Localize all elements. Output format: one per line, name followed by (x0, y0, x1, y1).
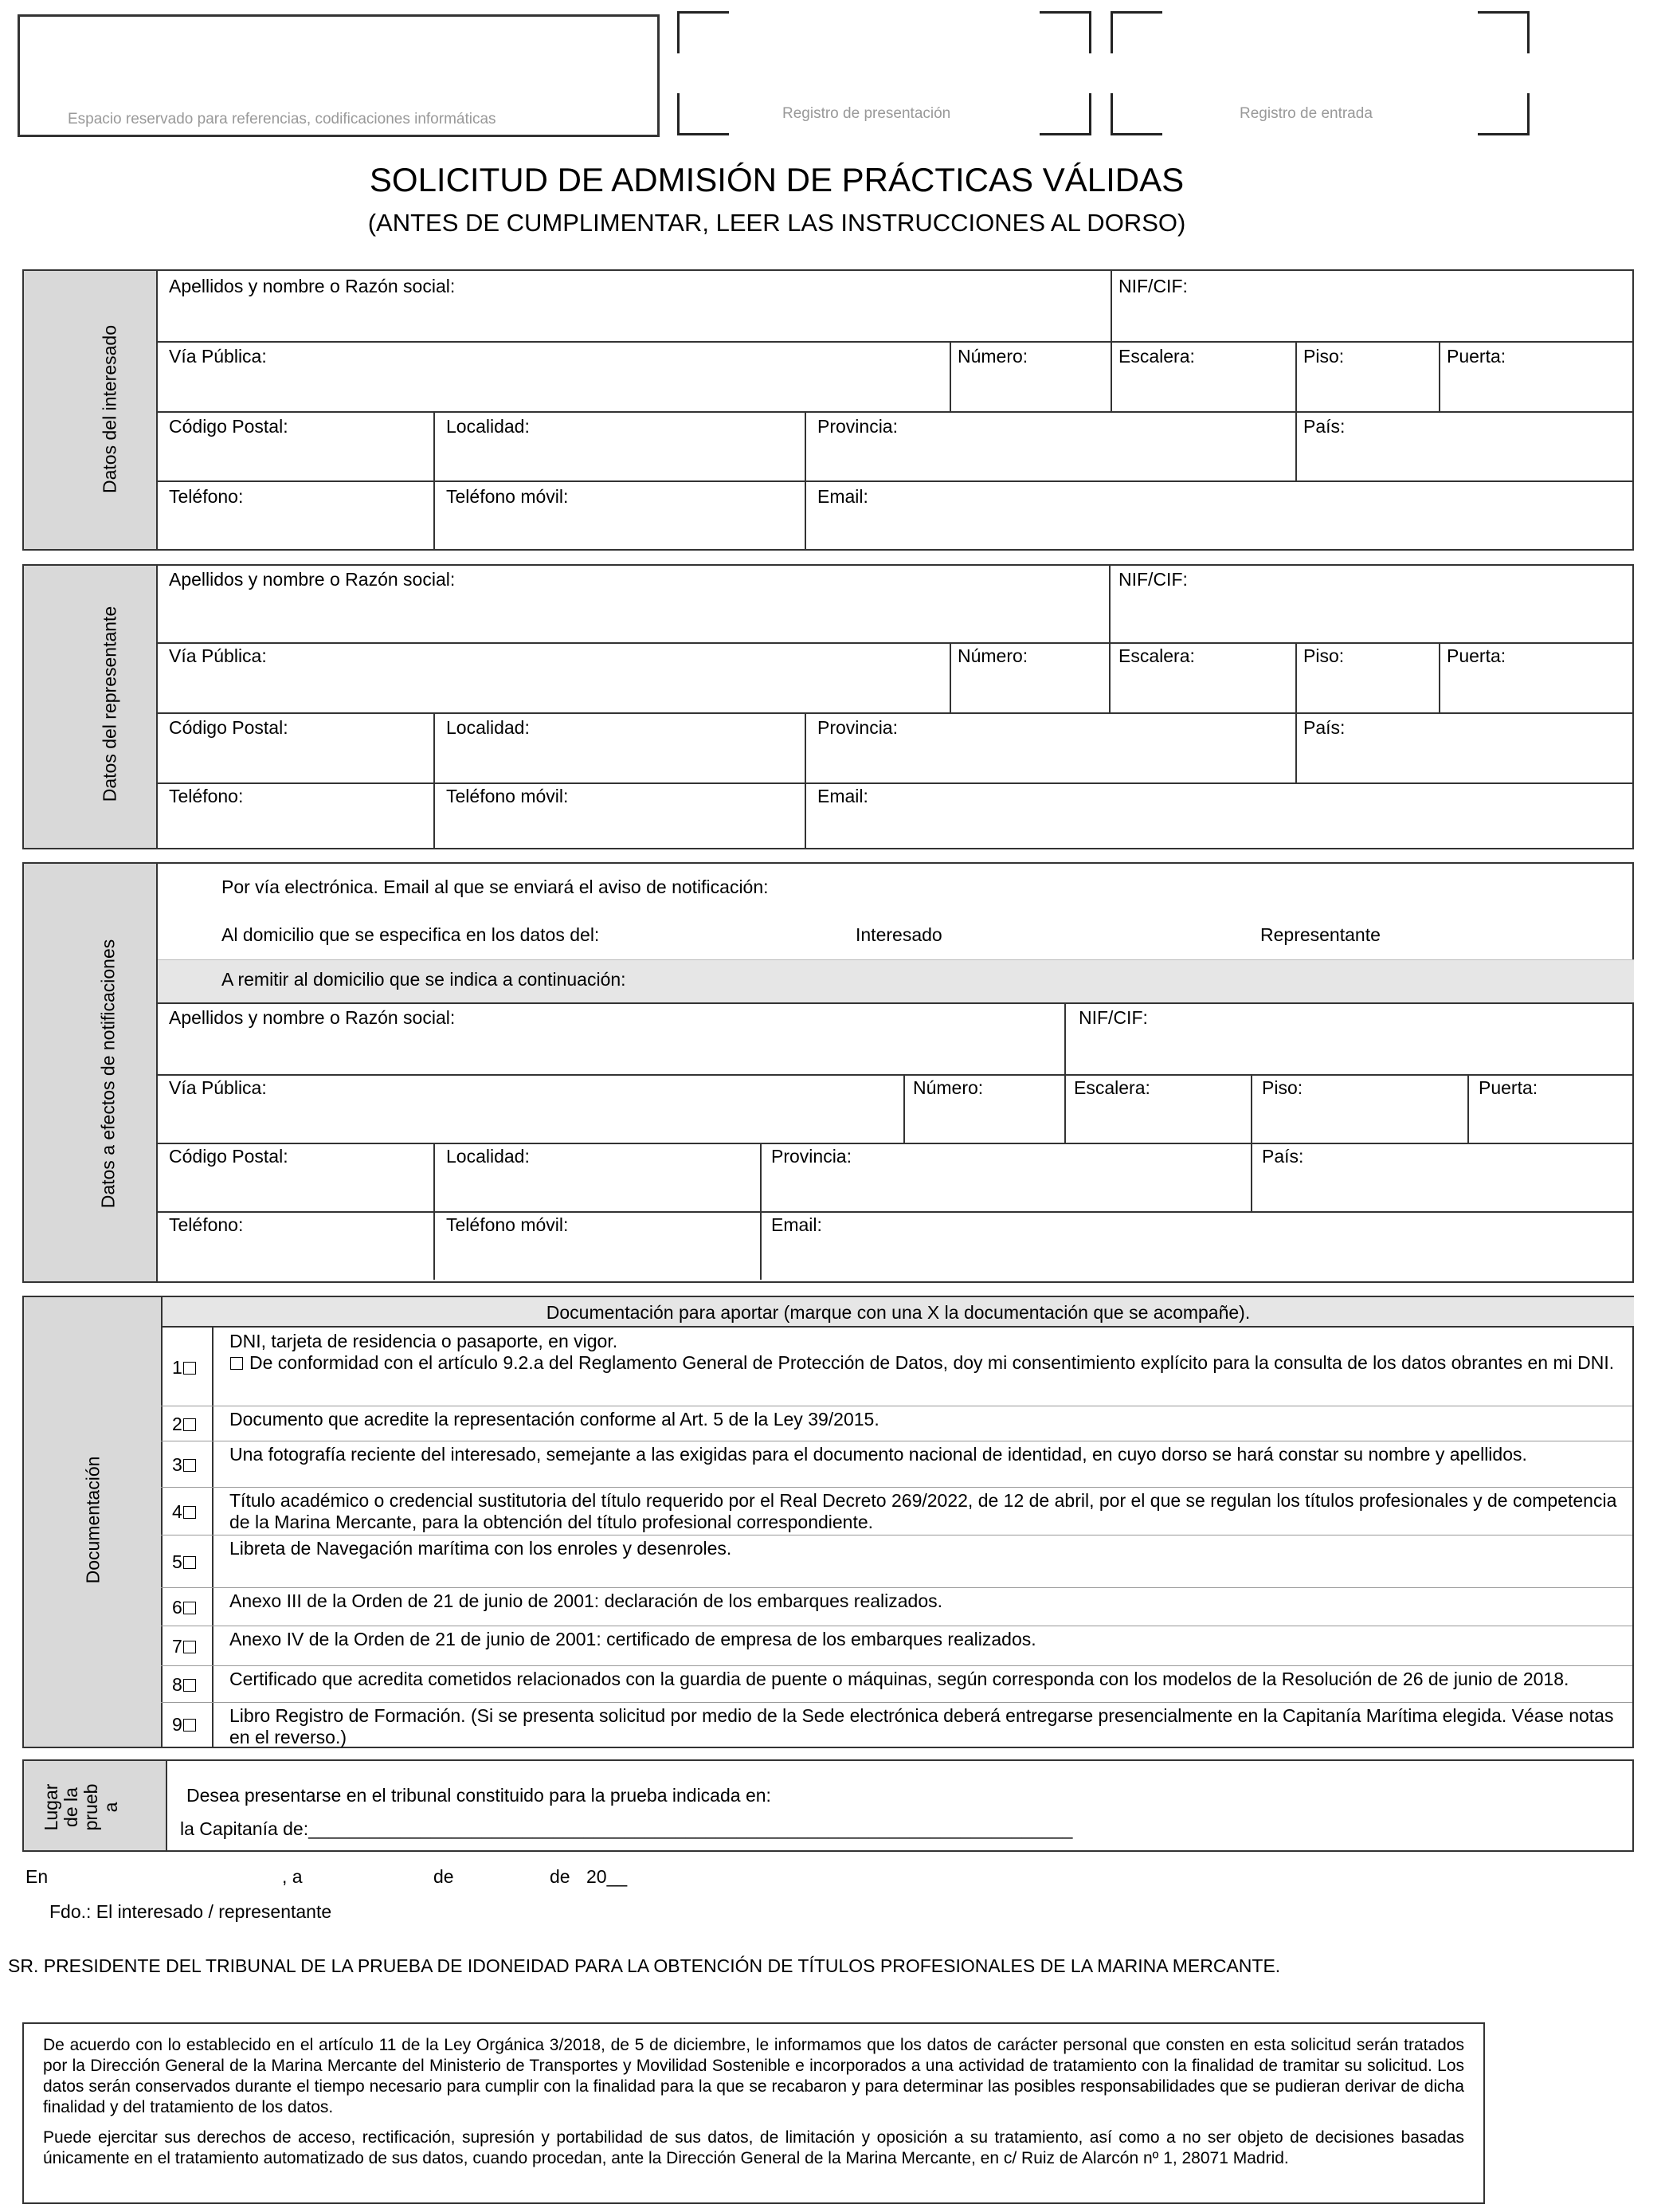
checkbox-icon[interactable] (183, 1719, 196, 1732)
checkbox-icon[interactable] (183, 1362, 196, 1375)
representante-via-field[interactable]: Vía Pública: (169, 645, 267, 666)
firma-fdo-label: Fdo.: El interesado / representante (49, 1901, 332, 1922)
doc-item-text: Anexo III de la Orden de 21 de junio de 2001: declaración de los embarques realizados. (229, 1590, 943, 1611)
notif-apellidos-field[interactable]: Apellidos y nombre o Razón social: (169, 1007, 456, 1028)
notif-remitir-option[interactable]: A remitir al domicilio que se indica a continuación: (221, 969, 626, 990)
interesado-numero-field[interactable]: Número: (958, 346, 1028, 367)
representante-piso-field[interactable]: Piso: (1303, 645, 1345, 666)
notif-nif-field[interactable]: NIF/CIF: (1079, 1007, 1148, 1028)
destinatario: SR. PRESIDENTE DEL TRIBUNAL DE LA PRUEBA DE IDONEIDAD PARA LA OBTENCIÓN DE TÍTULOS PROFESIONALES DE LA MARINA MERCANTE. (8, 1955, 1281, 1976)
interesado-escalera-field[interactable]: Escalera: (1118, 346, 1195, 367)
notif-escalera-field[interactable]: Escalera: (1074, 1077, 1150, 1098)
representante-movil-field[interactable]: Teléfono móvil: (446, 786, 569, 806)
doc-item-2 (229, 1409, 1624, 1430)
checkbox-icon[interactable] (183, 1506, 196, 1519)
doc-item-7 (229, 1629, 1624, 1650)
notif-cp-field[interactable]: Código Postal: (169, 1146, 288, 1167)
doc-item-number: 3 (172, 1454, 182, 1475)
notif-puerta-field[interactable]: Puerta: (1479, 1077, 1538, 1098)
interesado-email-field[interactable]: Email: (817, 486, 868, 507)
firma-a-field[interactable]: , a (282, 1866, 303, 1887)
registro-entrada-label: Registro de entrada (1240, 105, 1373, 122)
doc-item-text: Anexo IV de la Orden de 21 de junio de 2001: certificado de empresa de los embarques realizados. (229, 1629, 1036, 1649)
representante-apellidos-field[interactable]: Apellidos y nombre o Razón social: (169, 569, 456, 590)
interesado-provincia-field[interactable]: Provincia: (817, 416, 898, 437)
doc-item-8 (229, 1669, 1624, 1690)
checkbox-icon[interactable] (183, 1556, 196, 1569)
doc-item-checkbox[interactable] (172, 1501, 196, 1523)
interesado-piso-field[interactable]: Piso: (1303, 346, 1345, 367)
registro-entrada-box (1111, 11, 1530, 135)
firma-year-field[interactable]: 20__ (586, 1866, 628, 1887)
doc-item-checkbox[interactable] (172, 1357, 196, 1379)
notif-via-electronica-option[interactable]: Por vía electrónica. Email al que se enviará el aviso de notificación: (221, 877, 769, 897)
registro-presentacion-box (677, 11, 1091, 135)
representante-nif-field[interactable]: NIF/CIF: (1118, 569, 1188, 590)
notif-email-field[interactable]: Email: (771, 1214, 822, 1235)
doc-item-number: 5 (172, 1551, 182, 1572)
notif-interesado-option[interactable]: Interesado (856, 924, 942, 945)
doc-item-6 (229, 1590, 1624, 1612)
interesado-via-field[interactable]: Vía Pública: (169, 346, 267, 367)
doc-item-9 (229, 1705, 1624, 1748)
interesado-cp-field[interactable]: Código Postal: (169, 416, 288, 437)
doc-item-text: DNI, tarjeta de residencia o pasaporte, en vigor. (229, 1331, 618, 1351)
doc-item-text: Certificado que acredita cometidos relacionados con la guardia de puente o máquinas, según corresponda con los modelos de la Resolución de 26 de junio de 2018. (229, 1669, 1569, 1689)
notif-pais-field[interactable]: País: (1262, 1146, 1304, 1167)
legal-paragraph-2: Puede ejercitar sus derechos de acceso, rectificación, supresión y portabilidad de sus datos, de limitación y oposición a su tratamiento, así como a no ser objeto de decisiones basadas únicamente en el tratamiento automatizado de sus datos, cuando procedan, ante la Dirección General de la Marina Mercante, en c/ Ruiz de Alarcón nº 1, 28071 Madrid. (43, 2128, 1464, 2167)
doc-item-4 (229, 1490, 1624, 1533)
interesado-apellidos-field[interactable]: Apellidos y nombre o Razón social: (169, 276, 456, 296)
doc-item-text: Libro Registro de Formación. (Si se presenta solicitud por medio de la Sede electrónica deberá entregarse presencialmente en la Capitanía Marítima elegida. Véase notas en el reverso.) (229, 1705, 1614, 1747)
interesado-puerta-field[interactable]: Puerta: (1447, 346, 1506, 367)
representante-section-title: Datos del representante (99, 606, 120, 802)
page-title: SOLICITUD DE ADMISIÓN DE PRÁCTICAS VÁLIDAS (369, 161, 1185, 198)
doc-item-number: 8 (172, 1674, 182, 1695)
lugar-section (22, 1759, 1634, 1852)
notif-via-field[interactable]: Vía Pública: (169, 1077, 267, 1098)
doc-item-number: 9 (172, 1714, 182, 1735)
representante-email-field[interactable]: Email: (817, 786, 868, 806)
legal-notice (22, 2022, 1485, 2204)
checkbox-icon[interactable] (183, 1679, 196, 1692)
representante-provincia-field[interactable]: Provincia: (817, 717, 898, 738)
interesado-pais-field[interactable]: País: (1303, 416, 1346, 437)
checkbox-icon[interactable] (183, 1602, 196, 1614)
doc-item-text: Libreta de Navegación marítima con los enroles y desenroles. (229, 1538, 732, 1559)
firma-de1-field[interactable]: de (433, 1866, 454, 1887)
interesado-section (22, 269, 1634, 551)
reference-box-label: Espacio reservado para referencias, codificaciones informáticas (68, 111, 496, 127)
notif-telefono-field[interactable]: Teléfono: (169, 1214, 244, 1235)
firma-de2-field[interactable]: de (550, 1866, 570, 1887)
notif-provincia-field[interactable]: Provincia: (771, 1146, 852, 1167)
firma-en-field[interactable]: En (25, 1866, 49, 1887)
interesado-movil-field[interactable]: Teléfono móvil: (446, 486, 569, 507)
doc-item-checkbox[interactable] (172, 1414, 196, 1435)
notif-localidad-field[interactable]: Localidad: (446, 1146, 530, 1167)
doc-item-number: 2 (172, 1414, 182, 1434)
page-subtitle: (ANTES DE CUMPLIMENTAR, LEER LAS INSTRUCCIONES AL DORSO) (367, 209, 1186, 237)
representante-escalera-field[interactable]: Escalera: (1118, 645, 1195, 666)
doc-item-checkbox[interactable] (172, 1636, 196, 1657)
interesado-nif-field[interactable]: NIF/CIF: (1118, 276, 1188, 296)
doc-item-checkbox[interactable] (172, 1674, 196, 1696)
doc-item-5 (229, 1538, 1624, 1559)
interesado-section-title: Datos del interesado (99, 325, 120, 493)
lugar-section-title: Lugar de la prueb a (41, 1783, 121, 1831)
notificaciones-section (22, 862, 1634, 1283)
doc-item-text: Documento que acredite la representación conforme al Art. 5 de la Ley 39/2015. (229, 1409, 879, 1430)
doc-item-checkbox[interactable] (172, 1597, 196, 1618)
representante-telefono-field[interactable]: Teléfono: (169, 786, 244, 806)
doc-item-number: 4 (172, 1501, 182, 1522)
interesado-telefono-field[interactable]: Teléfono: (169, 486, 244, 507)
doc-item-number: 1 (172, 1357, 182, 1378)
doc-item-number: 7 (172, 1636, 182, 1657)
registro-presentacion-label: Registro de presentación (782, 105, 951, 122)
lugar-desea-label: Desea presentarse en el tribunal constituido para la prueba indicada en: (186, 1785, 771, 1806)
representante-pais-field[interactable]: País: (1303, 717, 1346, 738)
notif-domicilio-label: Al domicilio que se especifica en los datos del: (221, 924, 600, 945)
doc-item-3 (229, 1444, 1624, 1465)
notif-movil-field[interactable]: Teléfono móvil: (446, 1214, 569, 1235)
interesado-localidad-field[interactable]: Localidad: (446, 416, 530, 437)
representante-section (22, 564, 1634, 849)
doc-item-text: Una fotografía reciente del interesado, semejante a las exigidas para el documento nacional de identidad, en cuyo dorso se hará constar su nombre y apellidos. (229, 1444, 1527, 1465)
checkbox-icon[interactable] (230, 1357, 243, 1370)
reference-box (18, 14, 660, 137)
doc-item-checkbox[interactable] (172, 1454, 196, 1476)
representante-puerta-field[interactable]: Puerta: (1447, 645, 1506, 666)
checkbox-icon[interactable] (183, 1641, 196, 1653)
doc-item-checkbox[interactable] (172, 1714, 196, 1735)
checkbox-icon[interactable] (183, 1459, 196, 1472)
documentacion-header: Documentación para aportar (marque con una X la documentación que se acompañe). (546, 1302, 1251, 1323)
notif-representante-option[interactable]: Representante (1260, 924, 1381, 945)
consent-checkbox-row[interactable] (229, 1352, 1624, 1374)
consent-text: De conformidad con el artículo 9.2.a del Reglamento General de Protección de Datos, doy mi consentimiento explícito para la consulta de los datos obrantes en mi DNI. (249, 1352, 1615, 1373)
doc-item-1 (229, 1331, 1624, 1374)
notif-numero-field[interactable]: Número: (913, 1077, 984, 1098)
representante-localidad-field[interactable]: Localidad: (446, 717, 530, 738)
doc-item-number: 6 (172, 1597, 182, 1618)
documentacion-section-title: Documentación (82, 1456, 104, 1584)
legal-paragraph-1: De acuerdo con lo establecido en el artículo 11 de la Ley Orgánica 3/2018, de 5 de diciembre, le informamos que los datos de carácter personal que consten en esta solicitud serán tratados por la Dirección General de la Marina Mercante del Ministerio de Transportes y Movilidad Sostenible e incorporados a una actividad de tratamiento con la finalidad de tramitar su solicitud. Los datos serán conservados durante el tiempo necesario para cumplir con la finalidad para la que se recabaron y para determinar las posibles responsabilidades que se pudieran derivar de dicha finalidad y del tratamiento de los datos. (43, 2036, 1464, 2116)
doc-item-checkbox[interactable] (172, 1551, 196, 1573)
doc-item-text: Título académico o credencial sustitutoria del título requerido por el Real Decreto 269/2022, de 12 de abril, por el que se regulan los títulos profesionales y de competencia de la Marina Mercante, para la obtención del título profesional correspondiente. (229, 1490, 1617, 1532)
checkbox-icon[interactable] (183, 1418, 196, 1431)
representante-cp-field[interactable]: Código Postal: (169, 717, 288, 738)
notif-piso-field[interactable]: Piso: (1262, 1077, 1303, 1098)
capitania-field[interactable]: la Capitanía de:___________________________________________________________________________ (180, 1818, 1073, 1839)
representante-numero-field[interactable]: Número: (958, 645, 1028, 666)
notificaciones-section-title: Datos a efectos de notificaciones (97, 939, 119, 1209)
